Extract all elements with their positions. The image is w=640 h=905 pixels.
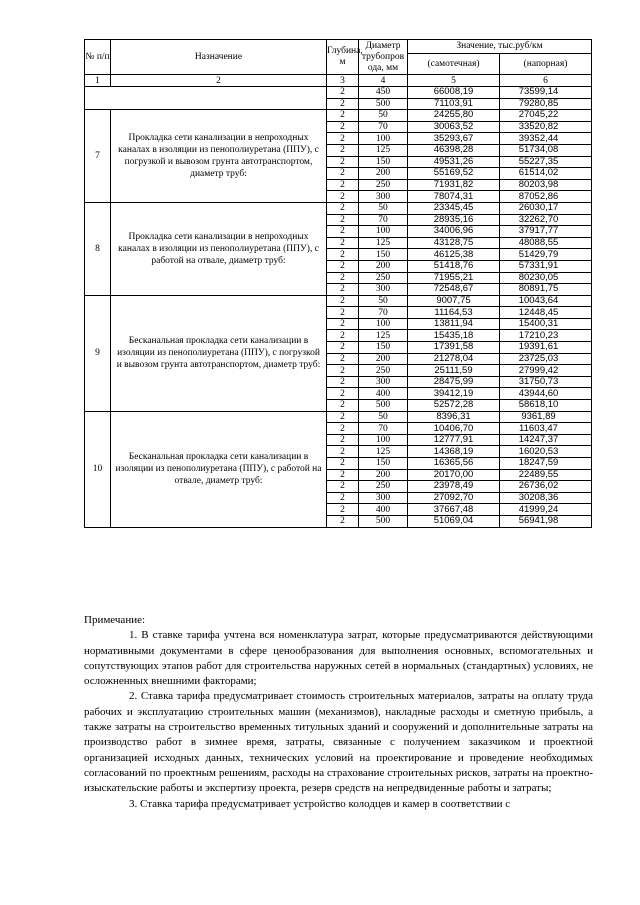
diameter-cell: 400 (359, 504, 408, 516)
pressure-value: 19391,61 (500, 342, 592, 354)
group-purpose: Бесканальная прокладка сети канализации в изоляции из пенополиуретана (ППУ), с работой на отвале, диаметр труб: (111, 411, 327, 527)
depth-cell: 2 (327, 295, 359, 307)
gravity-value: 72548,67 (408, 284, 500, 296)
depth-cell: 2 (327, 284, 359, 296)
depth-cell: 2 (327, 121, 359, 133)
depth-cell: 2 (327, 249, 359, 261)
group-purpose: Прокладка сети канализации в непроходных каналах в изоляции из пенополиуретана (ППУ), с погрузкой и вывозом грунта автотранспортом, диаметр труб: (111, 110, 327, 203)
diameter-cell: 100 (359, 318, 408, 330)
diameter-cell: 50 (359, 202, 408, 214)
diameter-cell: 250 (359, 365, 408, 377)
depth-cell: 2 (327, 226, 359, 238)
depth-cell: 2 (327, 469, 359, 481)
column-number: 6 (500, 75, 592, 87)
diameter-cell: 300 (359, 492, 408, 504)
gravity-value: 46125,38 (408, 249, 500, 261)
depth-cell: 2 (327, 423, 359, 435)
header-pressure: (напорная) (500, 54, 592, 75)
depth-cell: 2 (327, 353, 359, 365)
gravity-value: 52572,28 (408, 400, 500, 412)
table-row (85, 411, 592, 423)
diameter-cell: 200 (359, 260, 408, 272)
pressure-value: 48088,55 (500, 237, 592, 249)
pressure-value: 12448,45 (500, 307, 592, 319)
gravity-value: 71955,21 (408, 272, 500, 284)
diameter-cell: 300 (359, 376, 408, 388)
depth-cell: 2 (327, 202, 359, 214)
gravity-value: 12777,91 (408, 434, 500, 446)
gravity-value: 9007,75 (408, 295, 500, 307)
header-value: Значение, тыс.руб/км (408, 40, 592, 54)
gravity-value: 51418,76 (408, 260, 500, 272)
gravity-value: 16365,56 (408, 458, 500, 470)
diameter-cell: 450 (359, 87, 408, 99)
pressure-value: 56941,98 (500, 515, 592, 527)
depth-cell: 2 (327, 110, 359, 122)
diameter-cell: 250 (359, 272, 408, 284)
diameter-cell: 125 (359, 446, 408, 458)
depth-cell: 2 (327, 87, 359, 99)
depth-cell: 2 (327, 237, 359, 249)
diameter-cell: 300 (359, 191, 408, 203)
depth-cell: 2 (327, 307, 359, 319)
depth-cell: 2 (327, 168, 359, 180)
table-body (85, 87, 592, 528)
depth-cell: 2 (327, 434, 359, 446)
diameter-cell: 70 (359, 423, 408, 435)
note-item: 2. Ставка тарифа предусматривает стоимость строительных материалов, затраты на оплату труда рабочих и эксплуатацию строительных машин (механизмов), накладные расходы и сметную прибыль, а также затраты на строительство временных титульных зданий и сооружений и дополнительные затраты на производство работ в зимнее время, затраты, связанные с получением заказчиком и проектной организацией исходных данных, технических условий на проектирование и проведение необходимых согласований по проектным решениям, расходы на страхование строительных рисков, затраты на проектно-изыскательские работы и экспертизу проекта, резерв средств на непредвиденные работы и затраты; (84, 690, 593, 795)
pressure-value: 41999,24 (500, 504, 592, 516)
diameter-cell: 50 (359, 110, 408, 122)
depth-cell: 2 (327, 446, 359, 458)
diameter-cell: 200 (359, 469, 408, 481)
pressure-value: 16020,53 (500, 446, 592, 458)
pressure-value: 22489,55 (500, 469, 592, 481)
gravity-value: 28935,16 (408, 214, 500, 226)
tariff-table (84, 39, 592, 528)
depth-cell: 2 (327, 411, 359, 423)
pressure-value: 51429,79 (500, 249, 592, 261)
pressure-value: 51734,08 (500, 144, 592, 156)
depth-cell: 2 (327, 133, 359, 145)
depth-cell: 2 (327, 272, 359, 284)
diameter-cell: 70 (359, 214, 408, 226)
depth-cell: 2 (327, 260, 359, 272)
pressure-value: 23725,03 (500, 353, 592, 365)
column-number: 4 (359, 75, 408, 87)
pressure-value: 80891,75 (500, 284, 592, 296)
pressure-value: 61514,02 (500, 168, 592, 180)
pressure-value: 10043,64 (500, 295, 592, 307)
pressure-value: 27045,22 (500, 110, 592, 122)
gravity-value: 30063,52 (408, 121, 500, 133)
gravity-value: 71103,91 (408, 98, 500, 110)
pressure-value: 37917,77 (500, 226, 592, 238)
pressure-value: 26736,02 (500, 481, 592, 493)
group-purpose: Бесканальная прокладка сети канализации в изоляции из пенополиуретана (ППУ), с погрузкой и вывозом грунта автотранспортом, диаметр труб: (111, 295, 327, 411)
table-row (85, 202, 592, 214)
header-diameter: Диаметр трубопров ода, мм (359, 40, 408, 75)
depth-cell: 2 (327, 342, 359, 354)
diameter-cell: 200 (359, 353, 408, 365)
gravity-value: 66008,19 (408, 87, 500, 99)
diameter-cell: 250 (359, 179, 408, 191)
diameter-cell: 500 (359, 98, 408, 110)
gravity-value: 34006,96 (408, 226, 500, 238)
gravity-value: 24255,80 (408, 110, 500, 122)
gravity-value: 49531,26 (408, 156, 500, 168)
group-number: 8 (85, 202, 111, 295)
pressure-value: 87052,86 (500, 191, 592, 203)
diameter-cell: 200 (359, 168, 408, 180)
header-depth: Глубина, м (327, 40, 359, 75)
depth-cell: 2 (327, 458, 359, 470)
depth-cell: 2 (327, 156, 359, 168)
note-item: 3. Ставка тарифа предусматривает устройство колодцев и камер в соответствии с (129, 797, 511, 810)
diameter-cell: 150 (359, 342, 408, 354)
gravity-value: 35293,67 (408, 133, 500, 145)
column-number: 3 (327, 75, 359, 87)
depth-cell: 2 (327, 515, 359, 527)
column-number: 1 (85, 75, 111, 87)
gravity-value: 20170,00 (408, 469, 500, 481)
diameter-cell: 100 (359, 133, 408, 145)
header-purpose: Назначение (111, 40, 327, 75)
depth-cell: 2 (327, 330, 359, 342)
pressure-value: 57331,91 (500, 260, 592, 272)
diameter-cell: 150 (359, 156, 408, 168)
pressure-value: 14247,37 (500, 434, 592, 446)
pressure-value: 26030,17 (500, 202, 592, 214)
group-number: 9 (85, 295, 111, 411)
diameter-cell: 400 (359, 388, 408, 400)
pressure-value: 11603,47 (500, 423, 592, 435)
pressure-value: 17210,23 (500, 330, 592, 342)
diameter-cell: 100 (359, 434, 408, 446)
table-row (85, 110, 592, 122)
diameter-cell: 70 (359, 307, 408, 319)
gravity-value: 55169,52 (408, 168, 500, 180)
depth-cell: 2 (327, 365, 359, 377)
column-number: 2 (111, 75, 327, 87)
header-num: № п/п (85, 40, 111, 75)
group-number: 7 (85, 110, 111, 203)
pressure-value: 58618,10 (500, 400, 592, 412)
depth-cell: 2 (327, 388, 359, 400)
note-item: 1. В ставке тарифа учтена вся номенклатура затрат, которые предусматриваются действующими нормативными документами в сфере ценообразования для выполнения основных, вспомогательных и сопутствующих этапов работ для строительства наружных сетей в нормальных (стандартных) условиях, не осложненных внешними факторами; (84, 629, 593, 688)
gravity-value: 43128,75 (408, 237, 500, 249)
group-number: 10 (85, 411, 111, 527)
notes-section (84, 613, 593, 812)
diameter-cell: 50 (359, 411, 408, 423)
table-row (85, 87, 592, 99)
pressure-value: 55227,35 (500, 156, 592, 168)
blank-cell (85, 87, 327, 110)
gravity-value: 8396,31 (408, 411, 500, 423)
pressure-value: 80203,98 (500, 179, 592, 191)
depth-cell: 2 (327, 191, 359, 203)
gravity-value: 25111,59 (408, 365, 500, 377)
diameter-cell: 300 (359, 284, 408, 296)
gravity-value: 23978,49 (408, 481, 500, 493)
gravity-value: 21278,04 (408, 353, 500, 365)
pressure-value: 79280,85 (500, 98, 592, 110)
gravity-value: 11164,53 (408, 307, 500, 319)
diameter-cell: 70 (359, 121, 408, 133)
pressure-value: 39352,44 (500, 133, 592, 145)
pressure-value: 80230,05 (500, 272, 592, 284)
diameter-cell: 50 (359, 295, 408, 307)
gravity-value: 23345,45 (408, 202, 500, 214)
gravity-value: 46398,28 (408, 144, 500, 156)
gravity-value: 15435,18 (408, 330, 500, 342)
pressure-value: 33520,82 (500, 121, 592, 133)
column-number: 5 (408, 75, 500, 87)
depth-cell: 2 (327, 98, 359, 110)
gravity-value: 37667,48 (408, 504, 500, 516)
pressure-value: 18247,59 (500, 458, 592, 470)
gravity-value: 78074,31 (408, 191, 500, 203)
pressure-value: 9361,89 (500, 411, 592, 423)
diameter-cell: 125 (359, 144, 408, 156)
depth-cell: 2 (327, 481, 359, 493)
pressure-value: 27999,42 (500, 365, 592, 377)
pressure-value: 73599,14 (500, 87, 592, 99)
notes-title: Примечание: (84, 614, 146, 626)
depth-cell: 2 (327, 144, 359, 156)
diameter-cell: 150 (359, 249, 408, 261)
gravity-value: 13811,94 (408, 318, 500, 330)
depth-cell: 2 (327, 400, 359, 412)
header-gravity: (самотечная) (408, 54, 500, 75)
depth-cell: 2 (327, 376, 359, 388)
gravity-value: 28475,99 (408, 376, 500, 388)
column-numbers-row (85, 75, 592, 87)
gravity-value: 71931,82 (408, 179, 500, 191)
diameter-cell: 125 (359, 330, 408, 342)
diameter-cell: 250 (359, 481, 408, 493)
pressure-value: 31750,73 (500, 376, 592, 388)
pressure-value: 15400,31 (500, 318, 592, 330)
gravity-value: 17391,58 (408, 342, 500, 354)
depth-cell: 2 (327, 504, 359, 516)
pressure-value: 43944,60 (500, 388, 592, 400)
gravity-value: 14368,19 (408, 446, 500, 458)
group-purpose: Прокладка сети канализации в непроходных каналах в изоляции из пенополиуретана (ППУ), с работой на отвале, диаметр труб: (111, 202, 327, 295)
diameter-cell: 500 (359, 400, 408, 412)
diameter-cell: 125 (359, 237, 408, 249)
depth-cell: 2 (327, 492, 359, 504)
depth-cell: 2 (327, 318, 359, 330)
gravity-value: 39412,19 (408, 388, 500, 400)
gravity-value: 27092,70 (408, 492, 500, 504)
table-row (85, 295, 592, 307)
gravity-value: 51069,04 (408, 515, 500, 527)
diameter-cell: 150 (359, 458, 408, 470)
diameter-cell: 100 (359, 226, 408, 238)
depth-cell: 2 (327, 179, 359, 191)
gravity-value: 10406,70 (408, 423, 500, 435)
diameter-cell: 500 (359, 515, 408, 527)
pressure-value: 32262,70 (500, 214, 592, 226)
depth-cell: 2 (327, 214, 359, 226)
pressure-value: 30208,36 (500, 492, 592, 504)
